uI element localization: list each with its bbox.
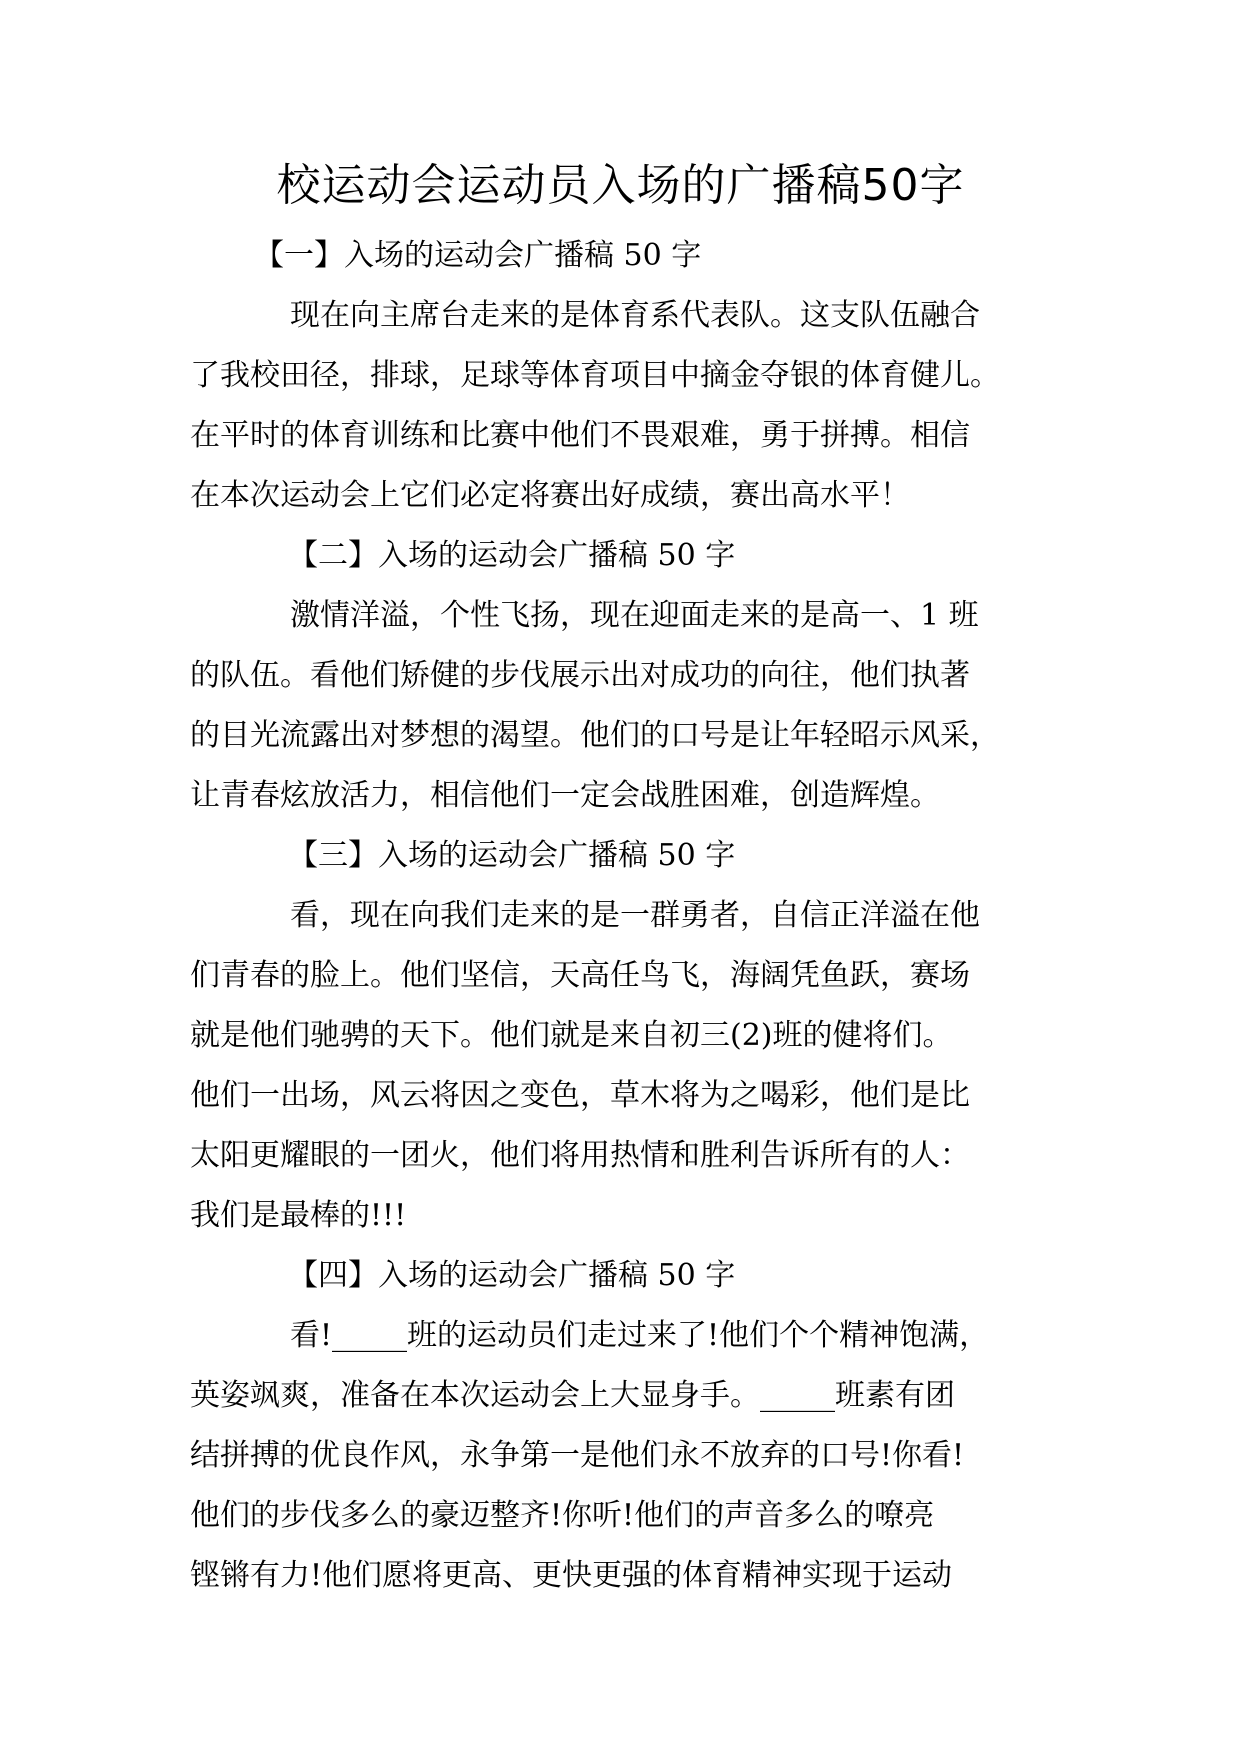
section-2 xyxy=(190,526,1052,826)
section-paragraph xyxy=(190,586,1052,826)
paragraph-line: 看!_____班的运动员们走过来了!他们个个精神饱满， xyxy=(290,1318,990,1353)
paragraph-line: 结拼搏的优良作风，永争第一是他们永不放弃的口号!你看! xyxy=(190,1438,965,1473)
paragraph-line: 他们一出场，风云将因之变色，草木将为之喝彩，他们是比 xyxy=(190,1078,970,1113)
paragraph-line: 激情洋溢，个性飞扬，现在迎面走来的是高一、1 班 xyxy=(290,598,979,633)
section-paragraph xyxy=(190,286,1052,526)
section-heading: 【三】入场的运动会广播稿 50 字 xyxy=(288,838,736,873)
paragraph-line: 了我校田径，排球，足球等体育项目中摘金夺银的体育健儿。 xyxy=(190,358,1000,393)
paragraph-line: 看，现在向我们走来的是一群勇者，自信正洋溢在他 xyxy=(290,898,980,933)
paragraph-line: 在平时的体育训练和比赛中他们不畏艰难，勇于拼搏。相信 xyxy=(190,418,970,453)
paragraph-line: 在本次运动会上它们必定将赛出好成绩，赛出高水平！ xyxy=(190,478,910,513)
paragraph-line: 让青春炫放活力，相信他们一定会战胜困难，创造辉煌。 xyxy=(190,778,940,813)
section-4 xyxy=(190,1246,1052,1606)
section-3 xyxy=(190,826,1052,1246)
paragraph-line: 英姿飒爽，准备在本次运动会上大显身手。_____班素有团 xyxy=(190,1378,955,1413)
section-paragraph xyxy=(190,1306,1052,1606)
section-paragraph xyxy=(190,886,1052,1246)
paragraph-line: 现在向主席台走来的是体育系代表队。这支队伍融合 xyxy=(290,298,980,333)
paragraph-line: 他们的步伐多么的豪迈整齐!你听!他们的声音多么的嘹亮 xyxy=(190,1498,935,1533)
paragraph-line: 们青春的脸上。他们坚信，天高任鸟飞，海阔凭鱼跃，赛场 xyxy=(190,958,970,993)
paragraph-line: 的队伍。看他们矫健的步伐展示出对成功的向往，他们执著 xyxy=(190,658,970,693)
document-title: 校运动会运动员入场的广播稿50字 xyxy=(276,160,965,211)
paragraph-line: 太阳更耀眼的一团火，他们将用热情和胜利告诉所有的人： xyxy=(190,1138,970,1173)
paragraph-line: 我们是最棒的!!! xyxy=(190,1198,407,1233)
section-heading: 【一】入场的运动会广播稿 50 字 xyxy=(254,238,702,273)
paragraph-line: 就是他们驰骋的天下。他们就是来自初三(2)班的健将们。 xyxy=(190,1018,953,1053)
section-heading: 【二】入场的运动会广播稿 50 字 xyxy=(288,538,736,573)
paragraph-line: 铿锵有力!他们愿将更高、更快更强的体育精神实现于运动 xyxy=(190,1558,953,1593)
paragraph-line: 的目光流露出对梦想的渴望。他们的口号是让年轻昭示风采， xyxy=(190,718,1000,753)
document-body xyxy=(190,226,1052,1606)
section-1 xyxy=(190,226,1052,526)
section-heading: 【四】入场的运动会广播稿 50 字 xyxy=(288,1258,736,1293)
